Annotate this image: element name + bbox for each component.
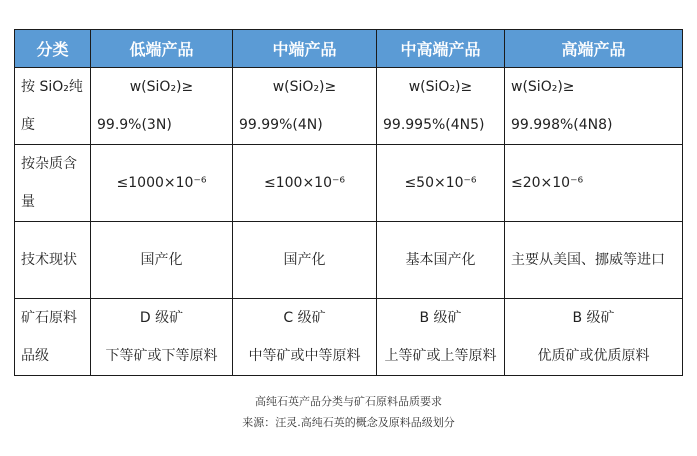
row-label-impurity: 按杂质含 量 bbox=[15, 145, 91, 222]
row-purity bbox=[15, 68, 683, 145]
cell-purity-mid: w(SiO₂)≥ 99.99%(4N) bbox=[233, 68, 377, 145]
row-label-purity: 按 SiO₂纯 度 bbox=[15, 68, 91, 145]
row-label-grade: 矿石原料 品级 bbox=[15, 299, 91, 376]
row-status bbox=[15, 222, 683, 299]
cell-grade-low: D 级矿 下等矿或下等原料 bbox=[91, 299, 233, 376]
header-category: 分类 bbox=[15, 30, 91, 68]
cell-impurity-low: ≤1000×10⁻⁶ bbox=[91, 145, 233, 222]
cell-status-mid: 国产化 bbox=[233, 222, 377, 299]
cell-status-low: 国产化 bbox=[91, 222, 233, 299]
row-label-status: 技术现状 bbox=[15, 222, 91, 299]
cell-impurity-mid-high: ≤50×10⁻⁶ bbox=[377, 145, 505, 222]
cell-grade-mid-high: B 级矿 上等矿或上等原料 bbox=[377, 299, 505, 376]
cell-grade-mid: C 级矿 中等矿或中等原料 bbox=[233, 299, 377, 376]
header-mid-high-end: 中高端产品 bbox=[377, 30, 505, 68]
cell-impurity-mid: ≤100×10⁻⁶ bbox=[233, 145, 377, 222]
header-row bbox=[15, 30, 683, 68]
table-caption-title: 高纯石英产品分类与矿石原料品质要求 bbox=[255, 395, 442, 408]
row-impurity bbox=[15, 145, 683, 222]
header-mid-end: 中端产品 bbox=[233, 30, 377, 68]
cell-grade-high: B 级矿 优质矿或优质原料 bbox=[505, 299, 683, 376]
cell-purity-mid-high: w(SiO₂)≥ 99.995%(4N5) bbox=[377, 68, 505, 145]
row-grade bbox=[15, 299, 683, 376]
cell-purity-low: w(SiO₂)≥ 99.9%(3N) bbox=[91, 68, 233, 145]
cell-purity-high: w(SiO₂)≥ 99.998%(4N8) bbox=[505, 68, 683, 145]
cell-status-mid-high: 基本国产化 bbox=[377, 222, 505, 299]
quartz-classification-table bbox=[14, 29, 683, 376]
cell-status-high: 主要从美国、挪威等进口 bbox=[505, 222, 683, 299]
cell-impurity-high: ≤20×10⁻⁶ bbox=[505, 145, 683, 222]
header-low-end: 低端产品 bbox=[91, 30, 233, 68]
table-caption-source: 来源：汪灵.高纯石英的概念及原料品级划分 bbox=[242, 416, 455, 429]
header-high-end: 高端产品 bbox=[505, 30, 683, 68]
